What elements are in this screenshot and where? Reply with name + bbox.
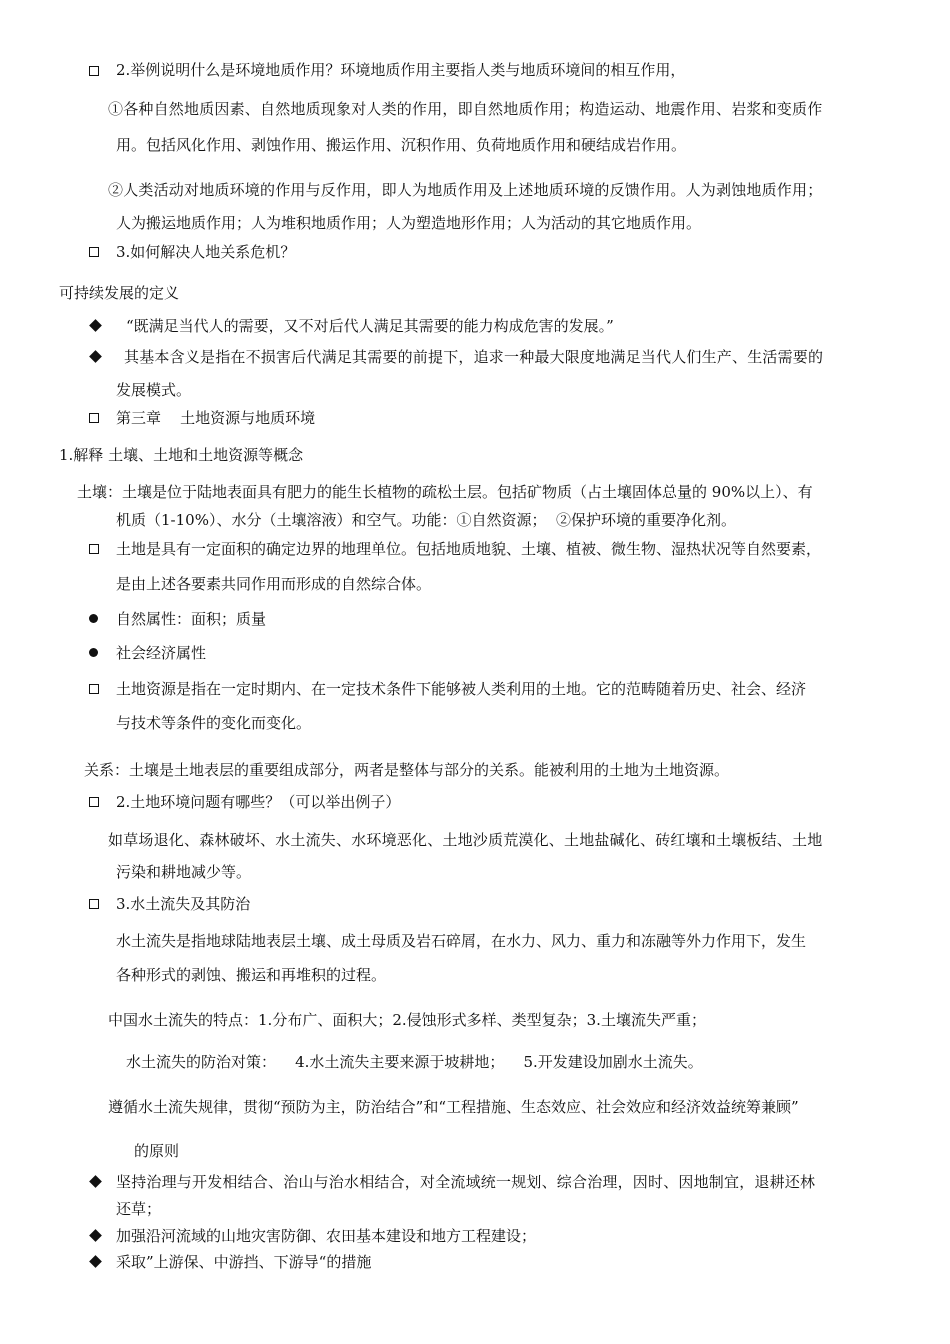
paragraph-human-geology: ②人类活动对地质环境的作用与反作用，即人为地质作用及上述地质环境的反馈作用。人为剥蚀地质作用；: [108, 181, 823, 199]
paragraph-land: 土地是具有一定面积的确定边界的地理单位。包括地质地貌、土壤、植被、微生物、湿热状况等自然要素，: [116, 540, 822, 558]
question-land-problems: 2.土地环境问题有哪些？（可以举出例子）: [116, 793, 401, 811]
paragraph-soil-erosion-cont: 各种形式的剥蚀、搬运和再堆积的过程。: [116, 966, 387, 984]
quote-sustainable-definition: “既满足当代人的需要，又不对后代人满足其需要的能力构成危害的发展。”: [126, 317, 614, 335]
diamond-bullet-icon: [89, 319, 102, 332]
paragraph-soil-erosion: 水土流失是指地球陆地表层土壤、成土母质及岩石碎屑，在水力、风力、重力和冻融等外力作用下，发生: [116, 932, 807, 950]
question-environmental-geology: 2.举例说明什么是环境地质作用？环境地质作用主要指人类与地质环境间的相互作用，: [116, 61, 686, 79]
paragraph-sustainable-meaning: 其基本含义是指在不损害后代满足其需要的前提下，追求一种最大限度地满足当代人们生产、生活需要的: [124, 348, 824, 366]
paragraph-erosion-principles: 遵循水土流失规律，贯彻“预防为主，防治结合”和“工程措施、生态效应、社会效应和经济效益统筹兼顾”: [108, 1098, 799, 1116]
checkbox-bullet-icon: [89, 684, 99, 694]
paragraph-erosion-principles-cont: 的原则: [134, 1142, 180, 1160]
checkbox-bullet-icon: [89, 797, 99, 807]
round-bullet-icon: [89, 614, 98, 623]
paragraph-erosion-measures: 水土流失的防治对策： 4.水土流失主要来源于坡耕地； 5.开发建设加剧水土流失。: [126, 1053, 703, 1071]
bullet-river-measures: 采取”上游保、中游挡、下游导“的措施: [116, 1253, 372, 1271]
paragraph-soil: 土壤：土壤是位于陆地表面具有肥力的能生长植物的疏松土层。包括矿物质（占土壤固体总量的 90%以上）、有: [77, 483, 813, 501]
checkbox-bullet-icon: [89, 899, 99, 909]
natural-attributes: 自然属性：面积；质量: [116, 610, 267, 628]
paragraph-sustainable-meaning-cont: 发展模式。: [116, 381, 192, 399]
paragraph-relationship: 关系：土壤是土地表层的重要组成部分，两者是整体与部分的关系。能被利用的土地为土地资源。: [84, 761, 730, 779]
paragraph-erosion-features: 中国水土流失的特点：1.分布广、面积大；2.侵蚀形式多样、类型复杂；3.土壤流失严重；: [108, 1011, 706, 1029]
heading-concepts: 1.解释 土壤、土地和土地资源等概念: [59, 446, 304, 464]
paragraph-soil-cont: 机质（1-10%）、水分（土壤溶液）和空气。功能：①自然资源； ②保护环境的重要净化剂。: [116, 511, 736, 529]
paragraph-land-problems-cont: 污染和耕地减少等。: [116, 863, 252, 881]
diamond-bullet-icon: [89, 1175, 102, 1188]
diamond-bullet-icon: [89, 1255, 102, 1268]
bullet-governance-cont: 还草；: [116, 1200, 162, 1218]
checkbox-bullet-icon: [89, 66, 99, 76]
paragraph-natural-geology: ①各种自然地质因素、自然地质现象对人类的作用，即自然地质作用；构造运动、地震作用、岩浆和变质作: [108, 100, 823, 118]
diamond-bullet-icon: [89, 1229, 102, 1242]
question-soil-erosion: 3.水土流失及其防治: [116, 895, 251, 913]
heading-sustainable-definition: 可持续发展的定义: [59, 284, 180, 302]
paragraph-land-problems: 如草场退化、森林破坏、水土流失、水环境恶化、土地沙质荒漠化、土地盐碱化、砖红壤和土壤板结、土地: [108, 831, 823, 849]
paragraph-land-resources: 土地资源是指在一定时期内、在一定技术条件下能够被人类利用的土地。它的范畴随着历史、社会、经济: [116, 680, 807, 698]
paragraph-natural-geology-cont: 用。包括风化作用、剥蚀作用、搬运作用、沉积作用、负荷地质作用和硬结成岩作用。: [116, 136, 687, 154]
checkbox-bullet-icon: [89, 544, 99, 554]
socioeconomic-attributes: 社会经济属性: [116, 644, 207, 662]
checkbox-bullet-icon: [89, 247, 99, 257]
bullet-governance: 坚持治理与开发相结合、治山与治水相结合，对全流域统一规划、综合治理，因时、因地制宜，退耕还林: [116, 1173, 816, 1191]
checkbox-bullet-icon: [89, 413, 99, 423]
question-human-land-crisis: 3.如何解决人地关系危机？: [116, 243, 296, 261]
chapter-title: 第三章 土地资源与地质环境: [116, 409, 316, 427]
paragraph-human-geology-cont: 人为搬运地质作用；人为堆积地质作用；人为塑造地形作用；人为活动的其它地质作用。: [116, 214, 702, 232]
paragraph-land-resources-cont: 与技术等条件的变化而变化。: [116, 714, 312, 732]
bullet-disaster-prevention: 加强沿河流域的山地灾害防御、农田基本建设和地方工程建设；: [116, 1227, 537, 1245]
diamond-bullet-icon: [89, 350, 102, 363]
round-bullet-icon: [89, 648, 98, 657]
paragraph-land-cont: 是由上述各要素共同作用而形成的自然综合体。: [116, 575, 432, 593]
